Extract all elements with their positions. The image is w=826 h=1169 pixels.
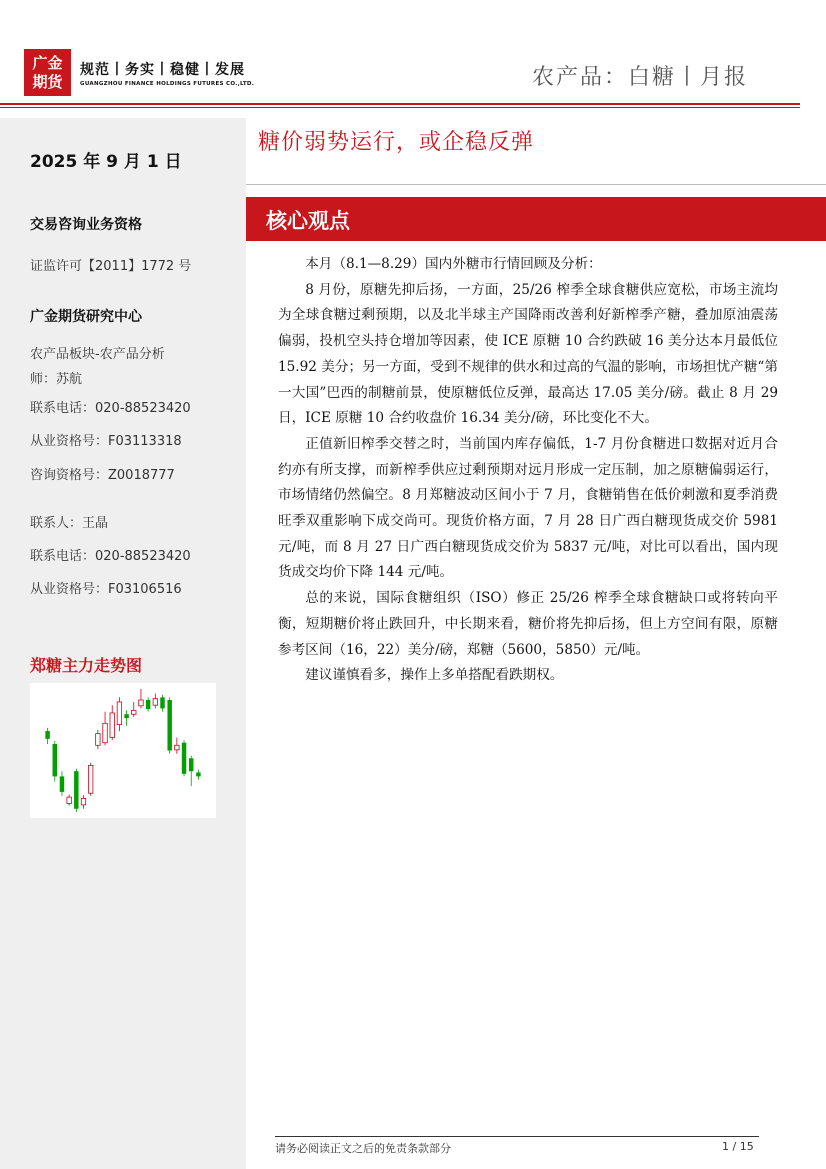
paragraph: 本月（8.1—8.29）国内外糖市行情回顾及分析： [305,256,602,272]
analyst-line1: 农产品板块-农产品分析 [30,347,165,362]
candle-down [53,744,57,776]
paragraph: 正值新旧榨季交替之时，当前国内库存偏低，1-7 月份食糖进口数据对近月合约亦有所支撑，而新榨季供应过剩预期对远月形成一定压制，加之原糖偏弱运行，市场情绪仍然偏空。8 月郑糖波动区间小于 7 月，食糖销售在低价刺激和夏季消费旺季双重影响下成交尚可。现货价格方面，7 月 28 日广西白糖现货成交价 5981 元/吨，而 8 月 27 日广西白糖现货成交价为 5837 元/吨，对比可以看出，国内现货成交均价下降 144 元/吨。 [278,435,778,581]
main-title: 糖价弱势运行，或企稳反弹 [258,130,535,155]
footer-divider [275,1136,759,1137]
candle-down [74,771,78,809]
paragraph: 8 月份，原糖先抑后扬，一方面，25/26 榨季全球食糖供应宽松，市场主流均为全球食糖过剩预期，以及北半球主产国降雨改善利好新榨季产糖，叠加原油震荡偏弱，投机空头持仓增加等因素，使 ICE 原糖 10 合约跌破 16 美分达本月最低位 15.92 美分；另一方面，受到不规律的供水和过高的气温的影响，市场担忧产糖“第一大国”巴西的制糖前景，使原糖低位反弹，最高达 17.05 美分/磅。截止 8 月 29 日，ICE 原糖 10 合约收盘价 16.34 美分/磅，环比变化不大。 [278,281,778,427]
report-body [278,252,778,689]
license-number: 证监许可【2011】1772 号 [30,259,192,274]
candle-up [103,723,107,742]
core-view-band [246,197,826,241]
candle-up [110,713,114,738]
company-english-name: GUANGZHOU FINANCE HOLDINGS FUTURES CO.,LTD. [80,81,255,87]
candle-up [139,700,143,706]
qualification-title: 交易咨询业务资格 [30,217,142,233]
candle-up [117,702,121,725]
contact-person: 联系人：王晶 [30,516,109,531]
page-number: 1 / 15 [722,1140,754,1153]
header-divider [0,103,800,105]
contact-phone: 联系电话：020-88523420 [30,549,191,564]
company-slogan: 规范丨务实丨稳健丨发展 [80,62,245,78]
candle-up [175,745,179,750]
candle-down [146,700,150,709]
candlestick-chart [30,683,216,818]
paragraph: 总的来说，国际食糖组织（ISO）修正 25/26 榨季全球食糖缺口或将转向平衡，短期糖价将止跌回升，中长期来看，糖价将先抑后扬，但上方空间有限，原糖参考区间（16，22）美分/磅，郑糖（5600，5850）元/吨。 [278,590,778,658]
core-view-heading: 核心观点 [266,209,350,233]
report-type: 农产品：白糖丨月报 [531,65,748,90]
logo-line2: 期货 [32,72,63,91]
header-divider-thin [0,107,800,108]
analyst-practice-number: 从业资格号：F03113318 [30,434,182,449]
candle-up [132,710,136,714]
research-center: 广金期货研究中心 [30,309,142,325]
page-header [0,0,826,118]
candle-up [67,797,71,803]
logo-line1: 广金 [32,53,63,72]
analyst-line2: 师：苏航 [30,372,83,387]
chart-title: 郑糖主力走势图 [30,656,143,675]
candle-down [60,776,64,792]
candle-down [189,758,193,771]
candle-down [160,697,164,708]
title-divider [246,184,826,185]
candle-down [124,714,128,718]
candle-up [153,699,157,705]
candle-down [182,743,186,774]
candle-up [96,734,100,746]
report-date: 2025 年 9 月 1 日 [30,152,182,172]
analyst-phone: 联系电话：020-88523420 [30,401,191,416]
candle-down [45,731,49,739]
company-logo [24,49,71,96]
disclaimer-note: 请务必阅读正文之后的免责条款部分 [275,1142,451,1155]
candle-up [88,765,92,793]
candle-down [167,700,171,750]
sidebar [0,118,246,1169]
sugar-trend-chart [30,683,216,818]
contact-practice-number: 从业资格号：F03106516 [30,582,182,597]
analyst-consult-number: 咨询资格号：Z0018777 [30,468,175,483]
candle-up [81,798,85,804]
paragraph: 建议谨慎看多，操作上多单搭配看跌期权。 [305,667,564,684]
candle-down [196,773,200,777]
